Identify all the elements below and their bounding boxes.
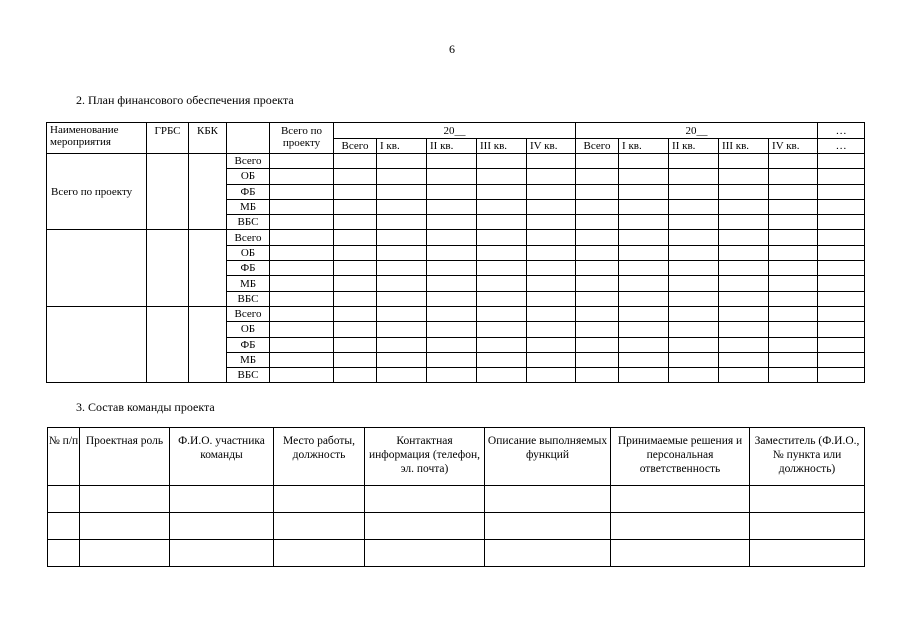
- team-header-0: № п/п: [48, 428, 80, 486]
- finance-value-cell: [576, 199, 619, 214]
- source-label: ВБС: [227, 291, 270, 306]
- finance-value-cell: [769, 368, 818, 383]
- finance-value-cell: [619, 184, 669, 199]
- finance-value-cell: [527, 291, 576, 306]
- finance-value-cell: [427, 230, 477, 245]
- finance-value-cell: [669, 322, 719, 337]
- finance-value-cell: [576, 368, 619, 383]
- source-label: ФБ: [227, 184, 270, 199]
- finance-value-cell: [427, 199, 477, 214]
- finance-value-cell: [576, 276, 619, 291]
- finance-value-cell: [377, 215, 427, 230]
- year-2-subheader-2: II кв.: [669, 139, 719, 154]
- finance-value-cell: [719, 154, 769, 169]
- finance-value-cell: [619, 322, 669, 337]
- team-cell: [485, 540, 611, 567]
- source-label: ФБ: [227, 261, 270, 276]
- page-number: 6: [449, 42, 455, 56]
- finance-value-cell: [427, 261, 477, 276]
- finance-value-cell: [669, 245, 719, 260]
- year-1-subheader-4: IV кв.: [527, 139, 576, 154]
- group-grbs-cell: [147, 230, 189, 306]
- finance-value-cell: [576, 245, 619, 260]
- finance-value-cell: [769, 291, 818, 306]
- finance-row: [47, 306, 865, 321]
- source-label: МБ: [227, 276, 270, 291]
- team-cell: [170, 486, 274, 513]
- finance-value-cell: [669, 154, 719, 169]
- finance-value-cell: [377, 368, 427, 383]
- group-kbk-cell: [189, 306, 227, 382]
- finance-value-cell: [270, 276, 334, 291]
- finance-value-cell: [334, 306, 377, 321]
- team-header-1: Проектная роль: [80, 428, 170, 486]
- header-grbs-col: ГРБС: [147, 123, 189, 154]
- finance-value-cell: [576, 291, 619, 306]
- finance-value-cell: [576, 184, 619, 199]
- finance-value-cell: [669, 215, 719, 230]
- finance-value-cell: [377, 230, 427, 245]
- finance-value-cell: [377, 154, 427, 169]
- finance-header-row-1: [47, 123, 865, 139]
- source-label: ФБ: [227, 337, 270, 352]
- team-cell: [48, 540, 80, 567]
- finance-value-cell: [769, 306, 818, 321]
- finance-value-cell: [270, 337, 334, 352]
- team-cell: [274, 486, 365, 513]
- finance-value-cell: [818, 337, 865, 352]
- team-header-2: Ф.И.О. участника команды: [170, 428, 274, 486]
- finance-value-cell: [719, 306, 769, 321]
- finance-value-cell: [619, 169, 669, 184]
- group-kbk-cell: [189, 154, 227, 230]
- finance-value-cell: [669, 306, 719, 321]
- team-cell: [750, 486, 865, 513]
- header-more: …: [818, 123, 865, 139]
- finance-value-cell: [427, 154, 477, 169]
- finance-value-cell: [377, 245, 427, 260]
- finance-value-cell: [270, 261, 334, 276]
- finance-value-cell: [477, 169, 527, 184]
- header-source-col: [227, 123, 270, 154]
- finance-value-cell: [377, 199, 427, 214]
- finance-value-cell: [769, 322, 818, 337]
- finance-value-cell: [270, 291, 334, 306]
- finance-value-cell: [527, 184, 576, 199]
- finance-value-cell: [769, 230, 818, 245]
- source-label: ОБ: [227, 169, 270, 184]
- group-name: [47, 306, 147, 382]
- finance-value-cell: [818, 322, 865, 337]
- finance-value-cell: [818, 352, 865, 367]
- finance-value-cell: [719, 199, 769, 214]
- finance-value-cell: [377, 276, 427, 291]
- finance-value-cell: [576, 261, 619, 276]
- team-cell: [48, 513, 80, 540]
- finance-row: [47, 154, 865, 169]
- finance-value-cell: [527, 276, 576, 291]
- finance-value-cell: [669, 352, 719, 367]
- finance-value-cell: [270, 368, 334, 383]
- header-total-col: Всего по проекту: [270, 123, 334, 154]
- finance-value-cell: [334, 337, 377, 352]
- finance-value-cell: [818, 368, 865, 383]
- source-label: Всего: [227, 154, 270, 169]
- finance-value-cell: [477, 291, 527, 306]
- team-header-6: Принимаемые решения и персональная ответственность: [611, 428, 750, 486]
- finance-value-cell: [334, 245, 377, 260]
- group-grbs-cell: [147, 306, 189, 382]
- finance-value-cell: [527, 199, 576, 214]
- finance-value-cell: [477, 245, 527, 260]
- team-cell: [750, 513, 865, 540]
- year-2-subheader-0: Всего: [576, 139, 619, 154]
- finance-value-cell: [769, 215, 818, 230]
- finance-value-cell: [769, 169, 818, 184]
- finance-value-cell: [377, 261, 427, 276]
- finance-value-cell: [527, 230, 576, 245]
- team-row: [48, 513, 865, 540]
- finance-value-cell: [427, 276, 477, 291]
- year-2-subheader-4: IV кв.: [769, 139, 818, 154]
- finance-value-cell: [527, 215, 576, 230]
- finance-value-cell: [719, 184, 769, 199]
- finance-value-cell: [818, 261, 865, 276]
- finance-value-cell: [669, 261, 719, 276]
- finance-value-cell: [527, 169, 576, 184]
- finance-value-cell: [619, 199, 669, 214]
- finance-value-cell: [427, 184, 477, 199]
- finance-value-cell: [527, 322, 576, 337]
- finance-value-cell: [427, 215, 477, 230]
- team-table: [47, 427, 865, 567]
- finance-value-cell: [619, 291, 669, 306]
- finance-value-cell: [427, 337, 477, 352]
- finance-value-cell: [769, 184, 818, 199]
- finance-value-cell: [477, 368, 527, 383]
- year-1-subheader-2: II кв.: [427, 139, 477, 154]
- team-cell: [611, 486, 750, 513]
- finance-value-cell: [576, 337, 619, 352]
- team-cell: [485, 486, 611, 513]
- finance-value-cell: [719, 261, 769, 276]
- finance-value-cell: [619, 306, 669, 321]
- finance-value-cell: [477, 322, 527, 337]
- team-row: [48, 540, 865, 567]
- team-cell: [365, 540, 485, 567]
- team-cell: [80, 486, 170, 513]
- finance-value-cell: [769, 261, 818, 276]
- finance-value-cell: [334, 184, 377, 199]
- team-header-7: Заместитель (Ф.И.О., № пункта или должность): [750, 428, 865, 486]
- group-name: Всего по проекту: [47, 154, 147, 230]
- finance-value-cell: [334, 215, 377, 230]
- finance-value-cell: [477, 230, 527, 245]
- finance-value-cell: [769, 276, 818, 291]
- finance-value-cell: [334, 230, 377, 245]
- team-cell: [611, 540, 750, 567]
- finance-value-cell: [619, 276, 669, 291]
- finance-value-cell: [719, 291, 769, 306]
- finance-value-cell: [270, 184, 334, 199]
- finance-value-cell: [818, 169, 865, 184]
- finance-value-cell: [719, 169, 769, 184]
- team-header-row: [48, 428, 865, 486]
- team-header-4: Контактная информация (телефон, эл. почта): [365, 428, 485, 486]
- finance-value-cell: [818, 154, 865, 169]
- source-label: МБ: [227, 352, 270, 367]
- year-1-subheader-1: I кв.: [377, 139, 427, 154]
- finance-value-cell: [377, 169, 427, 184]
- finance-value-cell: [818, 230, 865, 245]
- finance-value-cell: [619, 368, 669, 383]
- finance-value-cell: [719, 368, 769, 383]
- finance-value-cell: [669, 184, 719, 199]
- finance-value-cell: [818, 215, 865, 230]
- team-header-5: Описание выполняемых функций: [485, 428, 611, 486]
- finance-value-cell: [377, 322, 427, 337]
- finance-value-cell: [818, 306, 865, 321]
- finance-value-cell: [576, 230, 619, 245]
- finance-value-cell: [527, 368, 576, 383]
- finance-value-cell: [619, 245, 669, 260]
- finance-value-cell: [477, 352, 527, 367]
- finance-value-cell: [270, 306, 334, 321]
- finance-value-cell: [270, 199, 334, 214]
- finance-value-cell: [427, 169, 477, 184]
- finance-value-cell: [334, 352, 377, 367]
- finance-value-cell: [769, 337, 818, 352]
- finance-value-cell: [719, 322, 769, 337]
- finance-value-cell: [719, 352, 769, 367]
- finance-value-cell: [377, 306, 427, 321]
- finance-value-cell: [377, 352, 427, 367]
- team-cell: [365, 486, 485, 513]
- finance-value-cell: [477, 154, 527, 169]
- finance-value-cell: [334, 276, 377, 291]
- finance-value-cell: [818, 245, 865, 260]
- finance-value-cell: [719, 245, 769, 260]
- finance-value-cell: [669, 368, 719, 383]
- finance-value-cell: [334, 291, 377, 306]
- finance-value-cell: [669, 276, 719, 291]
- finance-value-cell: [334, 199, 377, 214]
- finance-value-cell: [270, 215, 334, 230]
- finance-value-cell: [719, 230, 769, 245]
- group-grbs-cell: [147, 154, 189, 230]
- team-cell: [48, 486, 80, 513]
- team-header-3: Место работы, должность: [274, 428, 365, 486]
- year-2-subheader-3: III кв.: [719, 139, 769, 154]
- finance-value-cell: [669, 199, 719, 214]
- finance-value-cell: [576, 215, 619, 230]
- finance-value-cell: [527, 306, 576, 321]
- finance-value-cell: [427, 352, 477, 367]
- finance-value-cell: [270, 245, 334, 260]
- finance-value-cell: [477, 184, 527, 199]
- source-label: Всего: [227, 306, 270, 321]
- finance-value-cell: [477, 306, 527, 321]
- finance-value-cell: [719, 276, 769, 291]
- finance-value-cell: [576, 306, 619, 321]
- header-kbk-col: КБК: [189, 123, 227, 154]
- finance-value-cell: [527, 261, 576, 276]
- finance-value-cell: [576, 322, 619, 337]
- finance-row: [47, 230, 865, 245]
- team-row: [48, 486, 865, 513]
- finance-value-cell: [527, 245, 576, 260]
- finance-value-cell: [769, 199, 818, 214]
- finance-value-cell: [270, 169, 334, 184]
- group-name: [47, 230, 147, 306]
- source-label: МБ: [227, 199, 270, 214]
- team-cell: [170, 540, 274, 567]
- finance-value-cell: [619, 230, 669, 245]
- finance-value-cell: [818, 291, 865, 306]
- finance-value-cell: [619, 215, 669, 230]
- finance-value-cell: [270, 352, 334, 367]
- finance-value-cell: [334, 169, 377, 184]
- finance-value-cell: [477, 215, 527, 230]
- team-cell: [170, 513, 274, 540]
- finance-value-cell: [818, 276, 865, 291]
- finance-value-cell: [477, 199, 527, 214]
- year-2-label: 20__: [685, 124, 708, 137]
- finance-plan-title: 2. План финансового обеспечения проекта: [76, 93, 294, 107]
- team-title: 3. Состав команды проекта: [76, 400, 215, 414]
- finance-value-cell: [719, 337, 769, 352]
- finance-value-cell: [818, 184, 865, 199]
- finance-value-cell: [669, 337, 719, 352]
- finance-value-cell: [576, 154, 619, 169]
- finance-value-cell: [669, 291, 719, 306]
- finance-value-cell: [619, 154, 669, 169]
- team-cell: [485, 513, 611, 540]
- finance-value-cell: [377, 184, 427, 199]
- finance-value-cell: [377, 291, 427, 306]
- finance-plan-table: [46, 122, 865, 383]
- finance-value-cell: [427, 322, 477, 337]
- finance-value-cell: [334, 322, 377, 337]
- source-label: Всего: [227, 230, 270, 245]
- team-cell: [80, 540, 170, 567]
- finance-value-cell: [427, 245, 477, 260]
- finance-value-cell: [477, 276, 527, 291]
- finance-value-cell: [334, 261, 377, 276]
- team-cell: [365, 513, 485, 540]
- team-cell: [611, 513, 750, 540]
- subheader-more: …: [818, 139, 865, 154]
- finance-value-cell: [427, 291, 477, 306]
- finance-value-cell: [477, 337, 527, 352]
- source-label: ВБС: [227, 368, 270, 383]
- finance-value-cell: [334, 368, 377, 383]
- header-name-col: Наименование мероприятия: [47, 123, 147, 154]
- finance-value-cell: [769, 352, 818, 367]
- team-cell: [274, 540, 365, 567]
- source-label: ОБ: [227, 322, 270, 337]
- finance-value-cell: [619, 337, 669, 352]
- finance-value-cell: [669, 169, 719, 184]
- year-1-label: 20__: [443, 124, 466, 137]
- finance-value-cell: [377, 337, 427, 352]
- year-2-subheader-1: I кв.: [619, 139, 669, 154]
- finance-value-cell: [818, 199, 865, 214]
- finance-value-cell: [270, 322, 334, 337]
- finance-value-cell: [427, 368, 477, 383]
- finance-value-cell: [576, 169, 619, 184]
- finance-value-cell: [427, 306, 477, 321]
- finance-value-cell: [769, 245, 818, 260]
- finance-value-cell: [769, 154, 818, 169]
- finance-value-cell: [527, 337, 576, 352]
- year-1-subheader-3: III кв.: [477, 139, 527, 154]
- source-label: ВБС: [227, 215, 270, 230]
- team-cell: [80, 513, 170, 540]
- team-cell: [750, 540, 865, 567]
- finance-value-cell: [719, 215, 769, 230]
- finance-value-cell: [527, 154, 576, 169]
- finance-value-cell: [619, 261, 669, 276]
- finance-value-cell: [270, 154, 334, 169]
- finance-value-cell: [527, 352, 576, 367]
- finance-value-cell: [477, 261, 527, 276]
- finance-value-cell: [619, 352, 669, 367]
- source-label: ОБ: [227, 245, 270, 260]
- year-1-subheader-0: Всего: [334, 139, 377, 154]
- header-year-2: [576, 123, 818, 139]
- header-year-1: [334, 123, 576, 139]
- team-cell: [274, 513, 365, 540]
- finance-value-cell: [576, 352, 619, 367]
- group-kbk-cell: [189, 230, 227, 306]
- finance-value-cell: [334, 154, 377, 169]
- finance-value-cell: [669, 230, 719, 245]
- finance-value-cell: [270, 230, 334, 245]
